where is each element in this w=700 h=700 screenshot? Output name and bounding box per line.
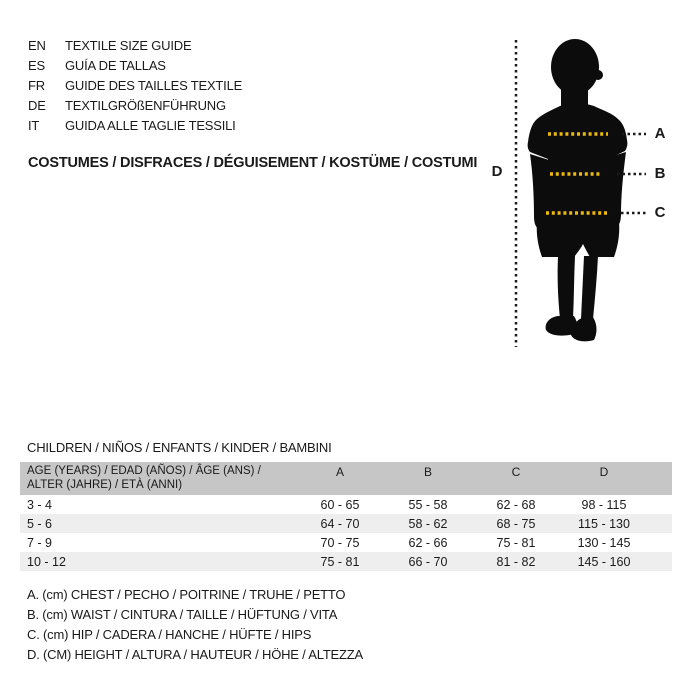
table-row (20, 533, 672, 552)
section-title-children: CHILDREN / NIÑOS / ENFANTS / KINDER / BAMBINI (27, 440, 332, 455)
chest-cell: 75 - 81 (320, 554, 360, 569)
language-label: GUIDE DES TAILLES TEXTILE (65, 77, 243, 93)
hip-cell: 68 - 75 (496, 516, 536, 531)
language-code: DE (28, 97, 46, 113)
language-row (28, 75, 242, 95)
language-row (28, 55, 242, 75)
language-code: IT (28, 117, 40, 133)
chest-cell: 70 - 75 (320, 535, 360, 550)
legend-height: D. (CM) HEIGHT / ALTURA / HAUTEUR / HÖHE / ALTEZZA (27, 646, 363, 662)
language-code: ES (28, 57, 45, 73)
header-filler (648, 464, 672, 495)
measure-label-hip: C (654, 204, 666, 221)
language-label: TEXTILE SIZE GUIDE (65, 37, 192, 53)
measure-label-height: D (491, 163, 503, 180)
language-row (28, 35, 242, 55)
language-list (28, 35, 242, 135)
hip-cell: 81 - 82 (496, 554, 536, 569)
language-label: GUIDA ALLE TAGLIE TESSILI (65, 117, 236, 133)
hip-cell: 75 - 81 (496, 535, 536, 550)
category-title: COSTUMES / DISFRACES / DÉGUISEMENT / KOSTÜME / COSTUMI (28, 155, 478, 171)
age-cell: 3 - 4 (27, 497, 53, 512)
hip-cell: 62 - 68 (496, 497, 536, 512)
age-cell: 10 - 12 (27, 554, 66, 569)
waist-cell: 62 - 66 (408, 535, 448, 550)
measure-label-chest: A (654, 125, 666, 142)
table-row (20, 552, 672, 571)
table-row (20, 495, 672, 514)
chest-cell: 60 - 65 (320, 497, 360, 512)
height-cell: 98 - 115 (581, 497, 627, 512)
waist-cell: 58 - 62 (408, 516, 448, 531)
language-row (28, 95, 242, 115)
height-cell: 115 - 130 (578, 516, 630, 531)
age-header-line2: ALTER (JAHRE) / ETÀ (ANNI) (27, 479, 183, 491)
measure-label-waist: B (654, 165, 666, 182)
language-row (28, 115, 242, 135)
table-row (20, 514, 672, 533)
legend-hip: C. (cm) HIP / CADERA / HANCHE / HÜFTE / HIPS (27, 626, 312, 642)
language-code: EN (28, 37, 46, 53)
age-cell: 7 - 9 (27, 535, 53, 550)
child-silhouette (528, 39, 628, 341)
legend-waist: B. (cm) WAIST / CINTURA / TAILLE / HÜFTUNG / VITA (27, 606, 338, 622)
legend-chest: A. (cm) CHEST / PECHO / POITRINE / TRUHE / PETTO (27, 586, 346, 602)
waist-cell: 66 - 70 (408, 554, 448, 569)
size-table-header (20, 462, 672, 495)
language-code: FR (28, 77, 45, 93)
column-header-a: A (335, 465, 344, 479)
height-cell: 145 - 160 (577, 554, 631, 569)
waist-cell: 55 - 58 (408, 497, 448, 512)
size-table (20, 462, 672, 571)
column-header-c: C (511, 465, 521, 479)
column-header-b: B (423, 465, 432, 479)
measurement-legend (27, 584, 363, 664)
height-cell: 130 - 145 (577, 535, 631, 550)
language-label: GUÍA DE TALLAS (65, 57, 166, 73)
language-label: TEXTILGRÖßENFÜHRUNG (65, 97, 226, 113)
age-header-cell (20, 464, 296, 495)
column-header-d: D (599, 465, 609, 479)
chest-cell: 64 - 70 (320, 516, 360, 531)
age-header-line1: AGE (YEARS) / EDAD (AÑOS) / ÂGE (ANS) / (27, 465, 261, 477)
child-silhouette-figure (490, 30, 670, 350)
age-cell: 5 - 6 (27, 516, 53, 531)
